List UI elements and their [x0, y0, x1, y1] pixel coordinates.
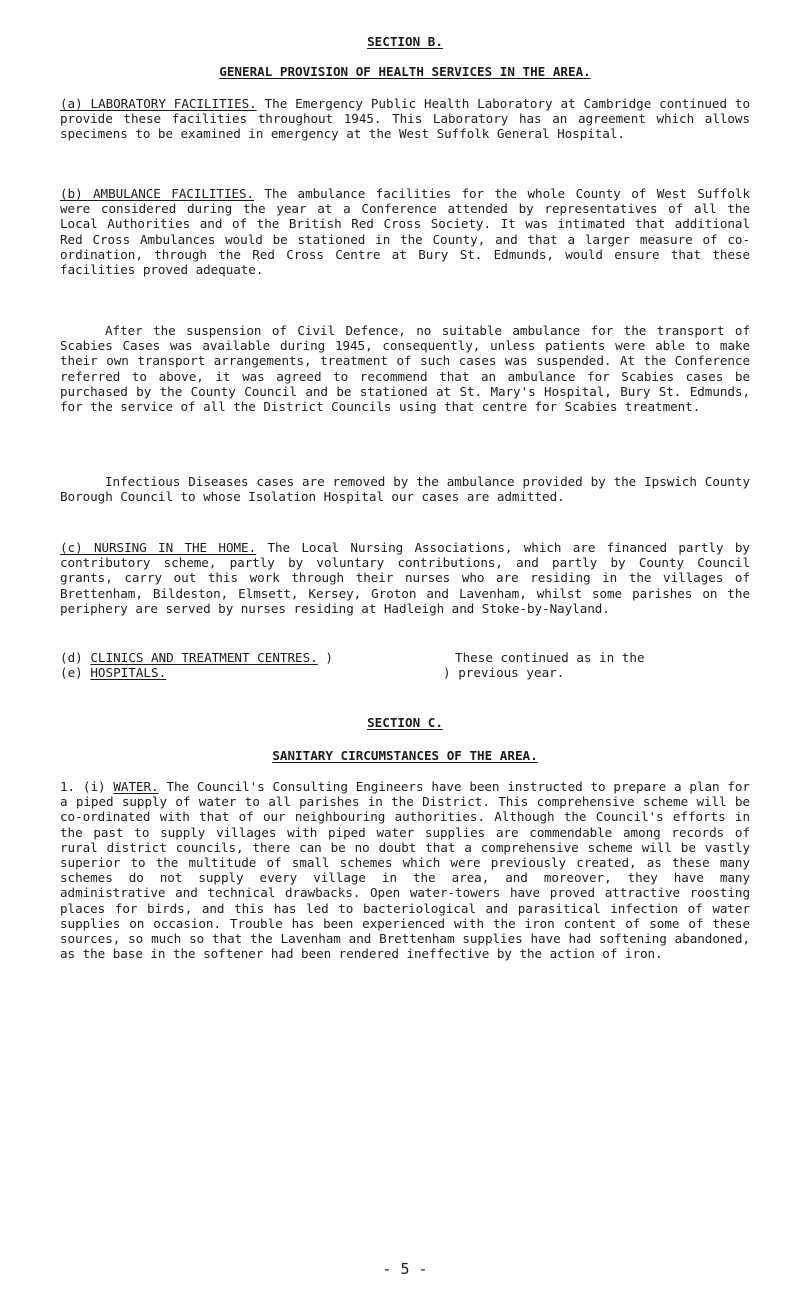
clinics-label: CLINICS AND TREATMENT CENTRES.	[90, 650, 318, 665]
water-paragraph	[60, 779, 750, 961]
scabies-text: After the suspension of Civil Defence, no suitable ambulance for the transport of Scabies Cases was available during 1945, consequently, unless patients were able to make their own transport arrangements, treatment of such cases was suspended. At the Conference referred to above, it was agreed to recommend that an ambulance for Scabies cases be purchased by the County Council and be stationed at St. Mary's Hospital, Bury St. Edmunds, for the service of all the District Councils using that centre for Scabies treatment.	[60, 323, 750, 415]
brace-right-bottom: )	[443, 665, 451, 681]
section-c-subtitle: SANITARY CIRCUMSTANCES OF THE AREA.	[272, 748, 538, 763]
clinics-note-line-2: previous year.	[458, 665, 565, 681]
water-label: WATER.	[113, 779, 159, 794]
page-number: - 5 -	[382, 1260, 428, 1278]
water-prefix: 1. (i)	[60, 779, 106, 794]
hospitals-prefix: (e)	[60, 665, 83, 681]
laboratory-text: The Emergency Public Health Laboratory at Cambridge continued to provide these facilities throughout 1945. This Laboratory has an agreement which allows specimens to be examined in emergency at the West Suffolk General Hospital.	[60, 96, 750, 142]
clinics-hospitals-block	[60, 650, 750, 682]
scabies-paragraph	[60, 323, 750, 414]
ambulance-text: The ambulance facilities for the whole County of West Suffolk were considered during the year at a Conference attended by representatives of all the Local Authorities and of the British Red Cross Society. It was intimated that additional Red Cross Ambulances would be stationed in the County, and that a larger measure of co-ordination, through the Red Cross Centre at Bury St. Edmunds, would ensure that these facilities proved adequate.	[60, 186, 750, 278]
clinics-note-line-1: These continued as in the	[455, 650, 645, 665]
nursing-paragraph	[60, 540, 750, 616]
hospitals-label: HOSPITALS.	[90, 665, 167, 681]
clinics-hospitals-note	[443, 650, 750, 681]
section-b-subtitle: GENERAL PROVISION OF HEALTH SERVICES IN THE AREA.	[219, 64, 591, 79]
clinics-prefix: (d)	[60, 650, 83, 665]
brace-right-top: )	[325, 650, 333, 665]
clinics-hospitals-labels	[60, 650, 450, 680]
ambulance-paragraph	[60, 186, 750, 277]
infectious-text: Infectious Diseases cases are removed by the ambulance provided by the Ipswich County Borough Council to whose Isolation Hospital our cases are admitted.	[60, 474, 750, 505]
infectious-paragraph	[60, 474, 750, 504]
section-c-title: SECTION C.	[367, 715, 443, 730]
ambulance-label: (b) AMBULANCE FACILITIES.	[60, 186, 255, 201]
section-b-title: SECTION B.	[367, 34, 443, 49]
nursing-text: The Local Nursing Associations, which are financed partly by contributory scheme, partly by voluntary contributions, and partly by County Council grants, carry out this work through their nurses who are residing in the villages of Brettenham, Bildeston, Elmsett, Kersey, Groton and Lavenham, whilst some parishes on the periphery are served by nurses residing at Hadleigh and Stoke-by-Nayland.	[60, 540, 750, 616]
laboratory-paragraph	[60, 96, 750, 142]
laboratory-label: (a) LABORATORY FACILITIES.	[60, 96, 257, 111]
water-text: The Council's Consulting Engineers have been instructed to prepare a plan for a piped supply of water to all parishes in the District. This comprehensive scheme will be co-ordinated with that of our neighbouring authorities. Although the Council's efforts in the past to supply villages with piped water supplies are commendable among records of rural district councils, there can be no doubt that a comprehensive scheme will be vastly superior to the multitude of small schemes which were previously created, as these many schemes do not supply every village in the area, and moreover, they have many administrative and technical drawbacks. Open water-towers have proved attractive roosting places for birds, and this has led to bacteriological and parasitical infection of water supplies on occasion. Trouble has been experienced with the iron content of some of these sources, so much so that the Lavenham and Brettenham supplies have had softening abandoned, as the base in the softener had been rendered ineffective by the action of iron.	[60, 779, 750, 962]
nursing-label: (c) NURSING IN THE HOME.	[60, 540, 257, 555]
